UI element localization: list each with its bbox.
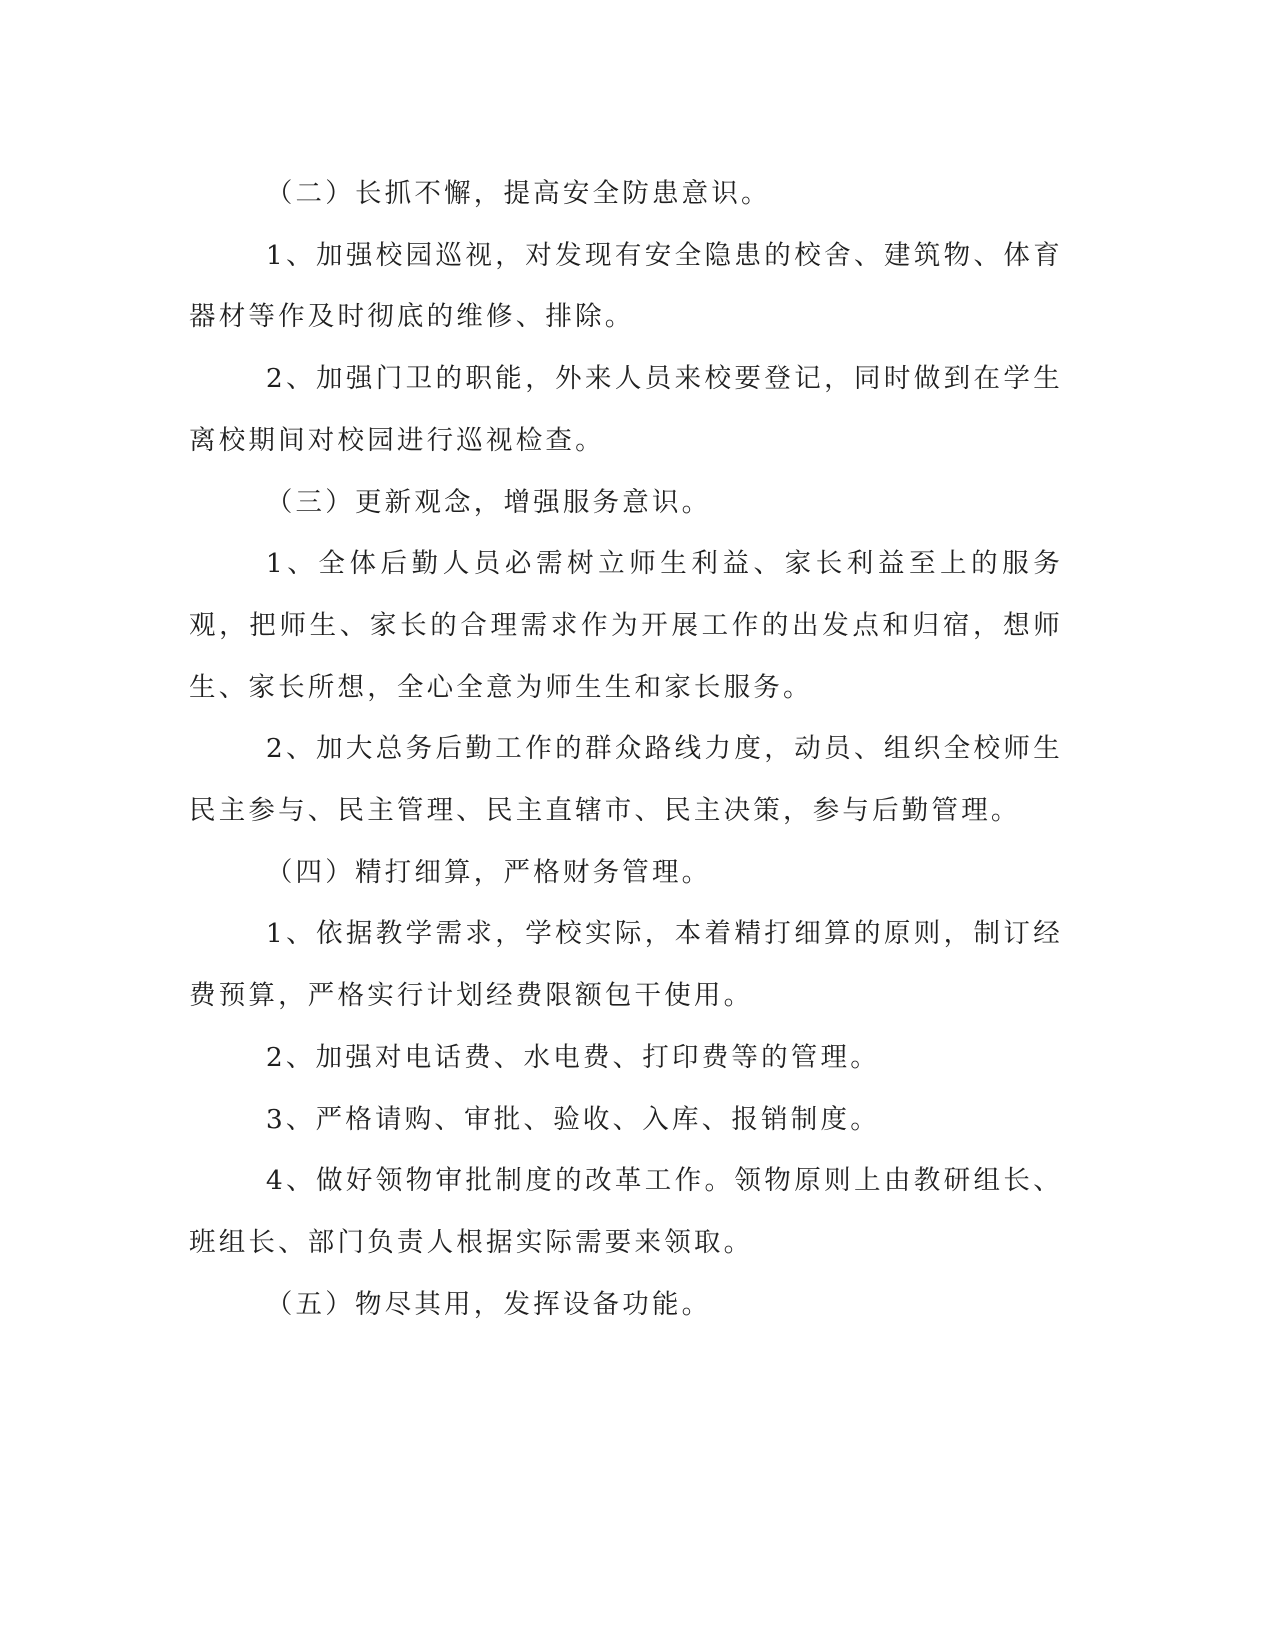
paragraph-3-1: 1、全体后勤人员必需树立师生利益、家长利益至上的服务观，把师生、家长的合理需求作为开展工作的出发点和归宿，想师生、家长所想，全心全意为师生生和家长服务。 (189, 548, 1063, 703)
paragraph-2-2: 2、加强门卫的职能，外来人员来校要登记，同时做到在学生离校期间对校园进行巡视检查。 (189, 363, 1063, 456)
paragraph-4-3: 3、严格请购、审批、验收、入库、报销制度。 (265, 1103, 880, 1135)
section-heading-5: （五）物尽其用，发挥设备功能。 (265, 1288, 712, 1320)
paragraph-4-1: 1、依据教学需求，学校实际，本着精打细算的原则，制订经费预算，严格实行计划经费限额包干使用。 (189, 918, 1063, 1012)
paragraph-2-1: 1、加强校园巡视，对发现有安全隐患的校舍、建筑物、体育器材等作及时彻底的维修、排除。 (189, 239, 1063, 333)
section-heading-4: （四）精打细算，严格财务管理。 (265, 856, 712, 888)
document-body (189, 163, 1063, 1335)
paragraph-3-2: 2、加大总务后勤工作的群众路线力度，动员、组织全校师生民主参与、民主管理、民主直辖市、民主决策，参与后勤管理。 (189, 733, 1063, 827)
section-heading-2: （二）长抓不懈，提高安全防患意识。 (265, 178, 771, 209)
paragraph-4-4: 4、做好领物审批制度的改革工作。领物原则上由教研组长、班组长、部门负责人根据实际需要来领取。 (189, 1165, 1063, 1258)
paragraph-4-2: 2、加强对电话费、水电费、打印费等的管理。 (265, 1041, 880, 1073)
section-heading-3: （三）更新观念，增强服务意识。 (265, 486, 712, 518)
